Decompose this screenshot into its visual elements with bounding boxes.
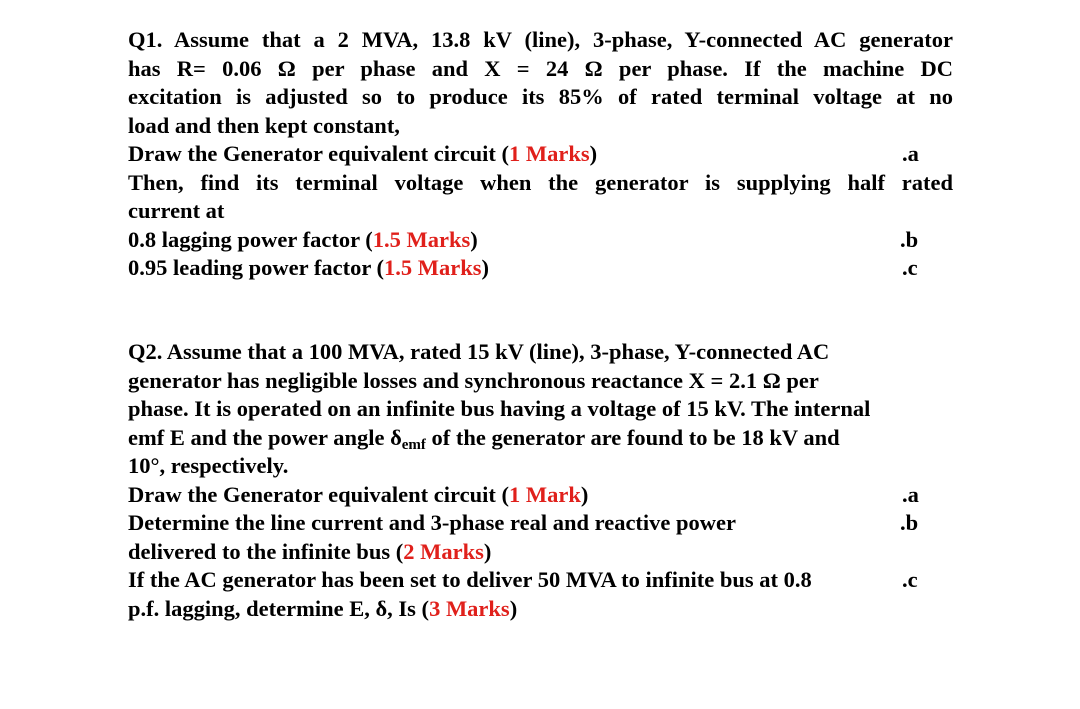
question-1 bbox=[128, 26, 953, 283]
q1-part-a-text: Draw the Generator equivalent circuit ( bbox=[128, 141, 509, 166]
q1-part-a-marks: 1 Marks bbox=[508, 141, 590, 166]
q2-part-a-marks: 1 Mark bbox=[508, 481, 581, 507]
q2-part-b-close: ) bbox=[483, 538, 492, 564]
q2-part-c-text: If the AC generator has been set to deliver 50 MVA to infinite bus at 0.8 bbox=[128, 567, 812, 592]
q2-part-a bbox=[128, 481, 953, 510]
q2-emf-subscript: emf bbox=[401, 436, 426, 453]
q2-part-b-marks: 2 Marks bbox=[403, 538, 484, 564]
q2-part-a-letter: .a bbox=[902, 481, 919, 507]
q1-part-b-marks: 1.5 Marks bbox=[372, 226, 471, 252]
q1-part-b bbox=[128, 226, 953, 255]
q1-part-c-letter: .c bbox=[902, 255, 918, 280]
q2-part-c-letter: .c bbox=[902, 567, 918, 592]
q2-part-c-marks: 3 Marks bbox=[429, 595, 510, 621]
q2-part-b-text: Determine the line current and 3-phase real and reactive power bbox=[128, 510, 737, 535]
q1-part-c-text: 0.95 leading power factor ( bbox=[128, 255, 385, 280]
q2-intro-line-3: phase. It is operated on an infinite bus having a voltage of 15 kV. The internal bbox=[128, 396, 871, 421]
q2-intro-line-1: Q2. Assume that a 100 MVA, rated 15 kV (line), 3-phase, Y-connected AC bbox=[128, 339, 830, 364]
q2-emf-text: emf E and the power angle δ bbox=[128, 424, 402, 450]
q2-part-a-text: Draw the Generator equivalent circuit ( bbox=[128, 481, 509, 507]
q1-part-b-close: ) bbox=[470, 226, 478, 252]
q2-intro-line-5: 10°, respectively. bbox=[128, 453, 289, 478]
question-2 bbox=[128, 338, 953, 623]
q2-part-b-text-2: delivered to the infinite bus ( bbox=[128, 538, 404, 564]
q1-find-line-2: current at bbox=[128, 198, 225, 223]
q1-part-c-close: ) bbox=[481, 255, 490, 280]
q1-part-c bbox=[128, 254, 953, 283]
q2-part-a-close: ) bbox=[580, 481, 589, 507]
q1-find-line-1: Then, find its terminal voltage when the generator is supplying half rated bbox=[128, 169, 953, 195]
q1-intro-line-3: excitation is adjusted so to produce its 85% of rated terminal voltage at no bbox=[128, 84, 953, 109]
q2-part-c-line-2 bbox=[128, 595, 953, 624]
q1-intro-line-2: has R= 0.06 Ω per phase and X = 24 Ω per phase. If the machine DC bbox=[128, 55, 953, 81]
q2-part-c-text-2: p.f. lagging, determine E, δ, Is ( bbox=[128, 595, 430, 621]
q1-part-c-marks: 1.5 Marks bbox=[384, 255, 482, 280]
q2-intro-line-2: generator has negligible losses and synchronous reactance X = 2.1 Ω per bbox=[128, 367, 819, 393]
q2-part-b-letter: .b bbox=[900, 510, 919, 535]
q1-part-a bbox=[128, 140, 953, 169]
q1-intro-line-4: load and then kept constant, bbox=[128, 112, 400, 138]
q2-part-c-close: ) bbox=[509, 595, 518, 621]
q1-part-b-letter: .b bbox=[900, 226, 919, 252]
q1-part-a-close: ) bbox=[589, 141, 598, 166]
q1-part-a-letter: .a bbox=[902, 141, 919, 166]
q2-part-b-line-2 bbox=[128, 538, 953, 567]
q2-emf-line bbox=[128, 424, 953, 453]
q2-part-c-line-1 bbox=[128, 566, 953, 595]
q1-part-b-text: 0.8 lagging power factor ( bbox=[128, 226, 373, 252]
q2-part-b-line-1 bbox=[128, 509, 953, 538]
q1-intro-line-1: Q1. Assume that a 2 MVA, 13.8 kV (line), 3-phase, Y-connected AC generator bbox=[128, 27, 953, 52]
q2-emf-text-rest: of the generator are found to be 18 kV and bbox=[425, 424, 840, 450]
